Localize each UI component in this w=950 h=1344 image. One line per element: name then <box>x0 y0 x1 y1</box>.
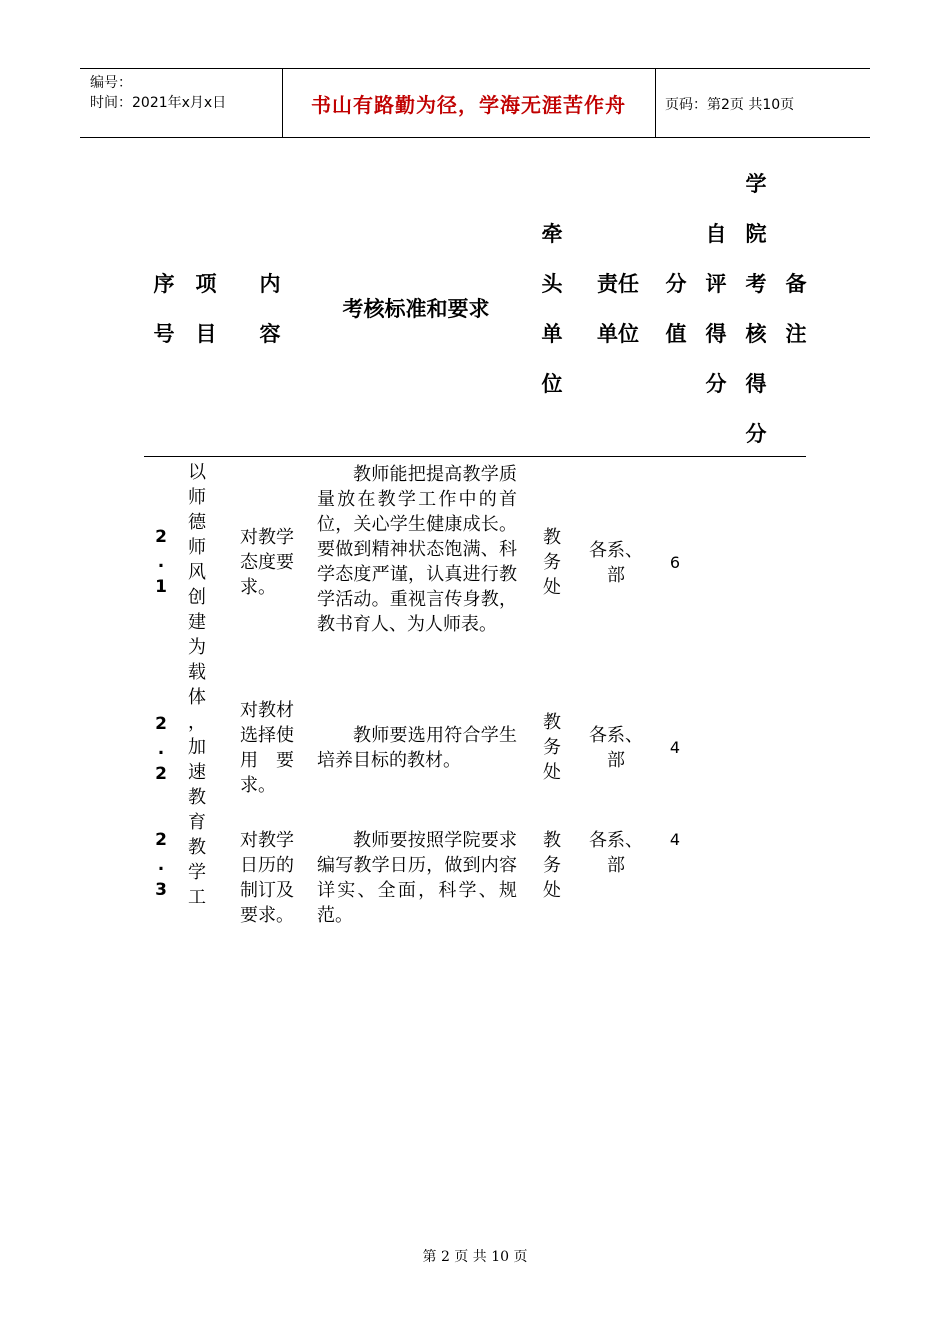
column-header-text: 考 <box>745 272 767 296</box>
time-label: 时间：2021年x月x日 <box>90 95 227 111</box>
category-char: 以 <box>188 462 206 483</box>
content-cell: 对教材选择使用 要求。 <box>240 700 294 796</box>
responsible-unit-cell: 各系、部 <box>589 830 643 876</box>
column-header-text: 牵 <box>541 222 563 246</box>
category-char: 创 <box>188 587 206 608</box>
category-char: 德 <box>188 512 206 533</box>
page-header <box>80 68 870 138</box>
column-header-text: 备 <box>785 272 807 296</box>
standard-cell: 教师能把提高教学质量放在教学工作中的首位，关心学生健康成长。要做到精神状态饱满、科学态度严谨，认真进行教学活动。重视言传身教，教书育人、为人师表。 <box>317 464 517 635</box>
header-divider <box>655 69 656 137</box>
column-header-text: 序 <box>153 272 175 296</box>
column-header <box>700 160 732 409</box>
column-header-text: 得 <box>745 372 767 396</box>
column-header-text: 得 <box>705 322 727 346</box>
number-label: 编号： <box>90 75 132 91</box>
header-page-info: 页码：第2页 共10页 <box>665 97 795 113</box>
category-char: 师 <box>188 537 206 558</box>
lead-unit-cell: 教 务 处 <box>543 527 561 598</box>
column-header-text: 分 <box>705 372 727 396</box>
category-char: 建 <box>188 612 206 633</box>
column-header-text: 头 <box>541 272 563 296</box>
content-cell: 对教学态度要求。 <box>240 527 294 598</box>
category-char: ， <box>188 712 206 733</box>
column-header <box>780 160 812 359</box>
lead-unit-cell: 教 务 处 <box>543 830 561 901</box>
column-header <box>320 160 512 334</box>
column-header-text: 值 <box>665 322 687 346</box>
score-cell: 6 <box>669 553 681 572</box>
column-header-text: 注 <box>785 322 807 346</box>
column-header-text: 号 <box>153 322 175 346</box>
column-header <box>252 160 288 359</box>
column-header <box>536 160 568 409</box>
column-header-text: 核 <box>745 322 767 346</box>
seq-cell: 2 . 3 <box>155 830 167 900</box>
lead-unit-cell: 教 务 处 <box>543 712 561 783</box>
column-header-text: 自 <box>705 222 727 246</box>
score-cell: 4 <box>669 738 681 757</box>
category-char: 教 <box>188 787 206 808</box>
page-footer: 第 2 页 共 10 页 <box>422 1249 528 1265</box>
column-header-text: 单 <box>541 322 563 346</box>
category-char: 工 <box>188 887 206 908</box>
category-char: 学 <box>188 862 206 883</box>
column-header-text: 考核标准和要求 <box>342 297 490 321</box>
header-meta <box>90 73 226 113</box>
category-char: 为 <box>188 637 206 658</box>
column-header <box>148 160 180 359</box>
header-motto: 书山有路勤为径，学海无涯苦作舟 <box>311 93 626 117</box>
column-header-text: 单位 <box>597 322 639 346</box>
column-header-text: 项 <box>195 272 217 296</box>
column-header <box>740 160 772 459</box>
category-char: 速 <box>188 762 206 783</box>
column-header-text: 学 <box>745 172 767 196</box>
column-header <box>188 160 224 359</box>
column-header <box>588 160 648 359</box>
column-header <box>660 160 692 359</box>
column-header-text: 位 <box>541 372 563 396</box>
column-header-text: 院 <box>745 222 767 246</box>
column-header-text: 容 <box>259 322 281 346</box>
column-header-text: 责任 <box>597 272 639 296</box>
category-char: 加 <box>188 737 206 758</box>
column-header-text: 评 <box>705 272 727 296</box>
column-header-text: 分 <box>745 422 767 446</box>
standard-cell: 教师要按照学院要求编写教学日历，做到内容详实、全面，科学、规范。 <box>317 830 517 926</box>
category-char: 师 <box>188 487 206 508</box>
category-char: 风 <box>188 562 206 583</box>
responsible-unit-cell: 各系、部 <box>589 725 643 771</box>
table-header-rule <box>144 456 806 457</box>
column-header-text: 内 <box>259 272 281 296</box>
category-char: 育 <box>188 812 206 833</box>
column-header-text: 分 <box>665 272 687 296</box>
seq-cell: 2 . 1 <box>155 527 167 597</box>
category-cell <box>185 460 209 910</box>
category-char: 载 <box>188 662 206 683</box>
responsible-unit-cell: 各系、部 <box>589 540 643 586</box>
column-header-text: 目 <box>195 322 217 346</box>
content-cell: 对教学日历的制订及要求。 <box>240 830 294 926</box>
standard-cell: 教师要选用符合学生培养目标的教材。 <box>317 725 517 771</box>
category-char: 体 <box>188 687 206 708</box>
seq-cell: 2 . 2 <box>155 714 167 784</box>
score-cell: 4 <box>669 830 681 849</box>
category-char: 教 <box>188 837 206 858</box>
